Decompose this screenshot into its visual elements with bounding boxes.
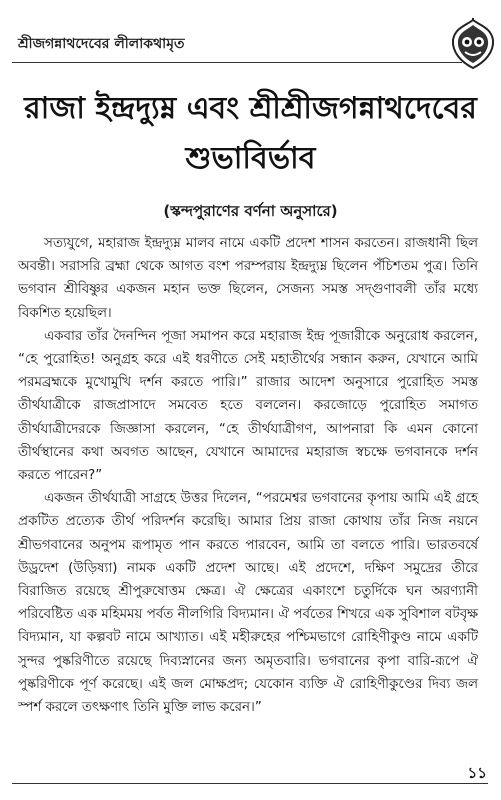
footer-rule bbox=[12, 783, 488, 784]
chapter-title bbox=[0, 84, 501, 184]
chapter-title-line-2: শুভাবির্ভাব bbox=[185, 141, 316, 176]
running-head: শ্রীজগন্নাথদেবের লীলাকথামৃত bbox=[18, 36, 185, 52]
paragraph: সত্যযুগে, মহারাজ ইন্দ্রদ্যুম্ন মালব নামে একটি প্রদেশ শাসন করতেন। রাজধানী ছিল অবন্তী। সরাসরি ব্রহ্মা থেকে আগত বংশ পরম্পরায় ইন্দ্রদ্যুম্ন ছিলেন পঁচিশতম পুত্র। তিনি ভগবান শ্রীবিষ্ণুর একজন মহান ভক্ত ছিলেন, সেজন্য সমস্ত সদ্গুণাবলী তাঁর মধ্যে বিকশিত হয়েছিল। bbox=[18, 236, 478, 321]
paragraph: একবার তাঁর দৈনন্দিন পূজা সমাপন করে মহারাজ ইন্দ্র পূজারীকে অনুরোধ করলেন, “হে পুরোহিত! অনুগ্রহ করে এই ধরণীতে সেই মহাতীর্থের সন্ধান করুন, যেখানে আমি পরমব্রহ্মকে মুখোমুখি দর্শন করতে পারি।” রাজার আদেশ অনুসারে পুরোহিত সমস্ত তীর্থযাত্রীকে রাজপ্রাসাদে সমবেত হতে বললেন। করজোড়ে পুরোহিত সমাগত তীর্থযাত্রীদেরকে জিজ্ঞাসা করলেন, “হে তীর্থযাত্রীগণ, আপনারা কি এমন কোনো তীর্থস্থানের কথা অবগত আছেন, যেখানে আমাদের মহারাজ স্বচক্ষে ভগবানকে দর্শন করতে পারেন?” bbox=[18, 328, 478, 484]
header-rule bbox=[12, 62, 462, 63]
paragraph: একজন তীর্থযাত্রী সাগ্রহে উত্তর দিলেন, “পরমেশ্বর ভগবানের কৃপায় আমি এই গ্রহে প্রকটিত প্রত্যেক তীর্থ পরিদর্শন করেছি। আমার প্রিয় রাজা কোথায় তাঁর নিজ নয়নে শ্রীভগবানের অনুপম রূপামৃত পান করতে পারবেন, আমি তা বলতে পারি। ভারতবর্ষে উড্রদেশ (উড়িষ্যা) নামক একটি প্রদেশ আছে। এই প্রদেশে, দক্ষিণ সমুদ্রের তীরে বিরাজিত রয়েছে শ্রীপুরুষোত্তম ক্ষেত্র। ঐ ক্ষেত্রের একাংশে চতুর্দিকে ঘন অরণ্যানী পরিবেষ্টিত এক মহিমময় পর্বত নীলগিরি বিদ্যমান। ঐ পর্বতের শিখরে এক সুবিশাল বটবৃক্ষ বিদ্যমান, যা কল্পবট নামে আখ্যাত। এই মহীরুহের পশ্চিমভাগে রোহিণীকুণ্ড নামে একটি সুন্দর পুষ্করিণীতে রয়েছে দিব্যস্নানের জন্য অমৃতবারি। ভগবানের কৃপা বারি-রূপে ঐ পুষ্করিণীকে পূর্ণ করেছে। এই জল মোক্ষপ্রদ; যেকোন ব্যক্তি ঐ রোহিণীকুণ্ডের দিব্য জল স্পর্শ করলে তৎক্ষণাৎ তিনি মুক্তি লাভ করেন।” bbox=[18, 491, 478, 716]
chapter-subtitle: (স্কন্দপুরাণের বর্ণনা অনুসারে) bbox=[163, 202, 338, 220]
chapter-title-line-1: রাজা ইন্দ্রদ্যুম্ন এবং শ্রীশ্রীজগন্নাথদেবের bbox=[24, 91, 477, 126]
body-text bbox=[18, 232, 478, 719]
page-number: ১১ bbox=[467, 764, 487, 782]
